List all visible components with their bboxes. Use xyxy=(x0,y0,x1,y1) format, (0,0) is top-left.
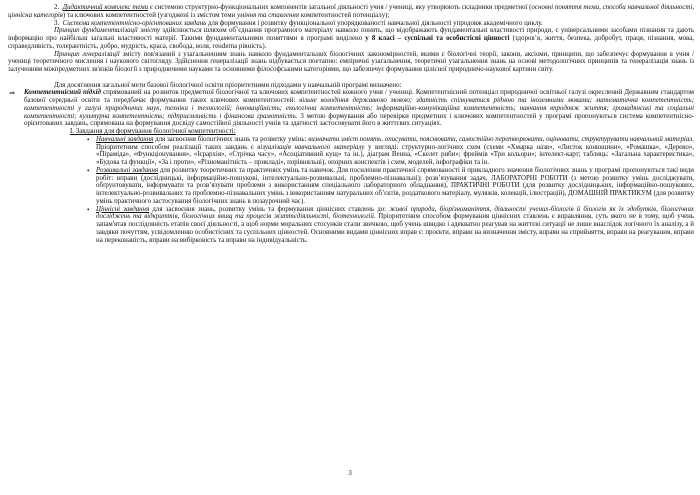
paragraph-didactic-complex xyxy=(8,4,694,20)
text: у вигляді: структурно-логічних схем (схеми «Хмарка назв», «Листок конюшини», «Ромашка», «Дерево», «Піраміда», «Функціонування», «Ієрархія», «Стрічка часу», «Асоціативний кущ» та ін.), діаграм Венна, «Скелет риби»; фреймів «Три кольори»; інтелект-карт; таблиць: «Загальна характеристика», «Будова та функції», «За і проти», «Різноманітність – прикладі», порівняльні), опорних конспектів і схем, моделей, інфографіки та ін. xyxy=(96,143,694,167)
text: для засвоєння біологічних знань та розвитку умінь: xyxy=(153,135,309,143)
term-generalization: Принцип генералізації xyxy=(54,50,120,58)
term-competence-approach: Компетентнісний підхід xyxy=(24,89,101,97)
term-didactic-complex: Дидактичний комплекс теми xyxy=(62,4,149,11)
text: змісту пов'язаний з узагальненням знань навколо фундаментальних біологічних закономірностей, якими є біологічні теорії, закони, аксіоми, принципи, що забезпечує формування в учня / учениці теоретичного мислення і наукового світогляду. Здійснення генералізації знань відбувається поетапно: емпіричні узагальнення, теоретичні узагальнення знань на основі методологічних принципів та генералізація знань із залученням міжпредметних зв'язків біології з природничими науками та основними філософськими категоріями, що забезпечує формування цілісної природничо-наукової картини світу. xyxy=(8,50,694,73)
italic-text: візуалізація навчального матеріалу xyxy=(257,143,365,151)
term-developmental-tasks: Розвивальні завдання xyxy=(96,166,159,174)
italic-text: уміння та ставлення xyxy=(237,11,300,19)
text: для засвоєння знань, розвитку умінь та формування ціннісних ставлень до: xyxy=(149,205,390,213)
text: для розвитку теоретичних та практичних умінь та навичок. Для посилення практичної спрямованості й прикладного значення біологічних знань у програмі пропонуються такі види робіт: вправи (дослідницькі, інформаційно-пошукові, інтелектуально-розвивальні, проблемно-пізнавальні); розв’язування задач, ЛАБОРАТОРНІ РОБОТИ (з метою розвитку умінь досліджувати, обґрунтовувати, інформувати та розв’язувати проблеми з використанням спеціального лабораторного обладнання), ПРАКТИЧНІ РОБОТИ (для розвитку дослідницьких, інформаційно-пошукових, інтелектуально-розвивальних та проблемно-пізнавальних умінь з використанням натуральних об’єктів, роздаткового матеріалу, муляжів, колекцій, ілюстрацій), ДОМАШНІЙ ПРАКТИКУМ (для розвитку умінь практичного застосування біологічних знань в позаурочний час). xyxy=(96,166,694,205)
text: для формування і розвитку функціональної упорядкованості навчальної діяльності упродовж академічного циклу. xyxy=(206,19,543,27)
bullet-icon: • xyxy=(87,166,90,175)
term-value-tasks: Ціннісні завдання xyxy=(96,205,150,213)
italic-text: живої природи, біорізноманіття, діяльності учених-біологів й біологів як їх здобутків, біологічних досліджень та відкриттів, біологічних явищ та процесів життєдіяльності, біотехнологій. xyxy=(96,205,694,221)
list-item xyxy=(87,166,694,206)
term-fundamentalization: Принцип фундаменталізації змісту xyxy=(54,27,160,35)
paragraph-competence-approach xyxy=(24,89,694,128)
text: здійснюється шляхом об’єднання програмного матеріалу навколо понять, що відображають фундаментальні властивості природи, є універсальними засобами пізнання та дають інформацію про найбільш загальні властивості матерії. Такими фундаментальними поняттями в програмі виділено xyxy=(8,27,695,42)
arrow-icon: ⇒ xyxy=(9,89,15,98)
text: (здоров’я, життя, безпека, добробут, праця, пізнання, мова, справедливість, толерантність, добро, мудрість, краса, свобода, воля, генderna рівність). xyxy=(8,35,694,50)
paragraph-generalization xyxy=(8,51,694,74)
term-learning-tasks: Навчальні завдання xyxy=(96,135,154,143)
italic-text: основні поняття теми, способи навчальної діяльності, ціннісна категорія xyxy=(8,4,695,19)
list-item xyxy=(87,135,694,167)
paragraph-approaches-intro: Для досягнення загальної мети базової біологічної освіти пріоритетними підходами у навчальній програмі визначено: xyxy=(54,81,402,89)
page-number: 3 xyxy=(348,469,352,477)
text: Пріоритетним способом формування ціннісних ставлень є вправляння, суть якого не в тому, щоб учень запам'ятав послідовність етапів своєї діяльності, а щоб норми моральних стосунків стали звичкою, щоб учень швидко і адекватно реагував на життєві ситуації не лише внаслідок логічного їх аналізу, а й завдяки почуттям, усвідомленню особистісних та суспільних цінностей. Основними видами ціннісних вправ є: проєкти, вправи на визначення змісту, вправи на сприйняття, вправи на реагування, вправи на переконаність, вправи на вибірковість та вправи на індивідуальність. xyxy=(96,213,695,244)
paragraph-task-system xyxy=(8,20,694,28)
document-page xyxy=(8,4,694,244)
paragraph-fundamentalization xyxy=(8,27,694,50)
italic-text: визначати зміст понять, описувати, пояснювати, самостійно перетворювати, оцінювати, структурувати навчальний матеріал. xyxy=(308,135,694,143)
text: компетентностей потенціалу); xyxy=(299,11,390,19)
text: спрямований на розвиток предметної біологічної та ключових компетентностей кожного учня / учениці. Компетентнісний потенціал природничої освітньої галузі окреслений Державним стандартом базової середньої освіти та передбачає формування таких ключових компетентностей: xyxy=(24,89,694,105)
text: є системою структурно-функціональних компонентів загальної діяльності учня / учениці, яку утворюють складники предметної ( xyxy=(148,4,532,11)
tasks-heading: І. Завдання для формування біологічної компетентності: xyxy=(70,128,236,136)
italic-text: вільне володіння державною мовою; здатність спілкуватися рідною та іноземними мовами; математична компетентність; компетентності у галузі природничих наук, техніки і технологій; інноваційність; екологічна компетентність; інформаційно-комунікаційна компетентність; навчання впродовж життя; громадянські та соціальні компетентності; культурна компетентність; підприємливість і фінансова грамотність. xyxy=(24,97,694,120)
term-task-system: Система компетентнісно-орієнтованих завдань xyxy=(62,19,207,27)
text: 3 метою формування або перевірки предметних і ключових компетентностей у програмі пропонуються система компетентнісно-орієнтованих завдань, спрямована на формування досвіду самостійної діяльності учнів та здатності застосовувати його в життєвих ситуаціях. xyxy=(24,112,694,128)
list-item xyxy=(87,205,695,245)
bold-text: у 8 класі – суспільні та особистісні цінності xyxy=(365,35,510,42)
text: ) та ключових компетентностей (узгоджені із змістом теми xyxy=(62,11,237,19)
competence-approach-block xyxy=(8,89,694,136)
bullet-icon: • xyxy=(87,135,90,144)
task-list xyxy=(8,136,694,245)
item-number: 2. xyxy=(54,4,60,11)
item-number: 3. xyxy=(54,19,60,27)
bullet-icon: • xyxy=(87,205,90,214)
text: Пріоритетним способом реалізації таких завдань є xyxy=(96,143,258,151)
